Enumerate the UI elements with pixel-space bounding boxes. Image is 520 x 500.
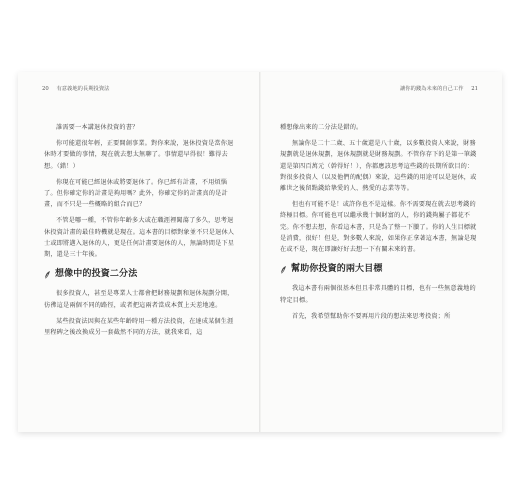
left-page <box>18 72 258 432</box>
section-heading <box>44 269 236 280</box>
section-heading-text: 想像中的投資二分法 <box>55 269 138 280</box>
left-page-number: 20 <box>42 86 49 92</box>
section-heading-text: 幫助你投資的兩大目標 <box>291 264 383 275</box>
left-body-text <box>44 122 236 343</box>
paragraph: 誰需要一本講退休投資的書？ <box>56 124 139 131</box>
paragraph: 很多投資人，甚至是專業人士都會把財務規劃和退休規劃分開，彷彿這是兩個不同的路徑，或者把這兩者當成本質上天差地遠。 <box>44 290 234 309</box>
feather-icon <box>280 265 287 275</box>
paragraph: 你現在可能已經退休或將要退休了。你已經有計畫，不用煩惱了。但你確定你的計畫是夠用嗎？此外，你確定你的計畫真的是計畫，而不只是一些概略的組合而已？ <box>44 178 228 209</box>
book-spread <box>18 72 502 432</box>
left-running-head-title: 有意義地的長期投資法 <box>56 86 110 92</box>
right-running-head-title: 讓你的錢為未來的自己工作 <box>399 86 464 92</box>
paragraph: 但也有可能不是！或許你也不是這樣。你不需要現在就去思考錢的終極目標。你可能也可以繼承幾十個財富的人，你的錢夠屬子都花不完。你不想去想，你看這本書，只是為了整一下賸了。你的人生目標就是消費，很好！但是，對多數人來說，如果你正拿著這本書，無論是現在或不是，現在即讓好好去想一下有關未來的書。 <box>280 201 477 254</box>
book-gutter <box>259 72 261 432</box>
left-running-head <box>36 84 109 92</box>
paragraph: 某些投資法因與在某些年齡時用一種方法投資，在達成某個生涯里程碑之後改換成另一套截然不同的方法，就我來看，這 <box>44 317 234 337</box>
right-page-number: 21 <box>471 86 478 92</box>
right-page <box>262 72 502 432</box>
feather-icon <box>44 270 51 280</box>
paragraph: 種想像出來的二分法是錯的。 <box>280 124 363 131</box>
paragraph: 首先，我希望幫助你不要再用片段的想法來思考投資；所 <box>292 312 451 320</box>
right-running-head <box>400 84 484 92</box>
paragraph: 不管是哪一種，不管你年齡多大或在職涯裡闖蕩了多久，思考退休投資計畫的最佳時機就是現在。這本書的目標對象並不只是退休人士或即將邁入退休的人，更是任何計畫要退休的人，無論時間是下星期，還是三十年後。 <box>44 217 235 259</box>
paragraph: 無論你是二十二歲、五十歲還是八十歲，以多數投資人來說，財務規劃就是退休規劃，退休規劃就是財務規劃。不管你存下的是第一筆錢還是第四百萬元（幹得好！），你都應該思考這些錢的長期所欲目的：對很多投資人（以及他們的配偶）來說，這些錢的用途可以是退休，或離世之後留點錢給摯愛的人、熱愛的志業等等。 <box>280 140 477 193</box>
paragraph: 我這本書有兩個很基本但且非常具體的目標，也有一些無意義地的特定目標。 <box>280 285 476 304</box>
section-heading <box>280 264 478 275</box>
right-body-text <box>280 122 478 327</box>
paragraph: 你可能還很年輕，正要開創事業。對你來說，退休投資是當你退休時才要做的事情，現在就去想太無聊了。事情還早得很！難得去想。（錯！） <box>44 140 234 170</box>
